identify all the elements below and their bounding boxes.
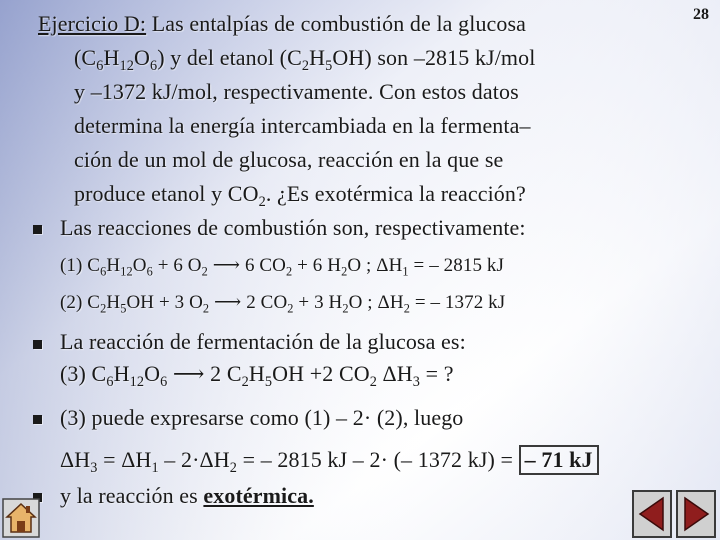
combination-text: (3) puede expresarse como (1) – 2· (2), luego bbox=[60, 405, 464, 430]
home-icon[interactable] bbox=[2, 498, 40, 538]
conclusion: y la reacción es exotérmica. bbox=[60, 483, 314, 508]
exercise-line-4: determina la energía intercambiada en la fermenta– bbox=[74, 113, 531, 138]
exercise-line-5: ción de un mol de glucosa, reacción en la que se bbox=[74, 147, 504, 172]
reaction-3: (3) $C_6H_{12}O_6$ ⟶ 2 $C_2H_5OH +2$ $CO_2$ $\Delta H_3$ = ? bbox=[60, 361, 454, 390]
page-number: 28 bbox=[693, 6, 709, 23]
exothermic-label: exotérmica. bbox=[203, 483, 314, 508]
fermentation-intro: La reacción de fermentación de la glucosa es: bbox=[60, 329, 466, 354]
next-arrow-icon[interactable] bbox=[676, 490, 716, 538]
exercise-label: Ejercicio D: bbox=[38, 11, 147, 36]
combustion-intro: Las reacciones de combustión son, respectivamente: bbox=[60, 215, 526, 240]
exercise-line-6: produce etanol y $CO_2$. ¿Es exotérmica la reacción? bbox=[74, 181, 526, 210]
exercise-line-2: $(C_6H_{12}O_6)$ y del etanol $(C_2H_5OH)$ son –2815 kJ/mol bbox=[74, 45, 536, 74]
reaction-2: (2) $C_2H_5OH + 3$ $O_2$ ⟶ 2 $CO_2 + 3$ $H_2O$ ; $\Delta H_2$ = – 1372 kJ bbox=[60, 292, 506, 316]
reaction-1: (1) $C_6H_{12}O_6 + 6$ $O_2$ ⟶ 6 $CO_2 + 6$ $H_2O$ ; $\Delta H_1$ = – 2815 kJ bbox=[60, 255, 505, 279]
exercise-line-1-text: Las entalpías de combustión de la glucosa bbox=[146, 11, 527, 36]
bullet-2 bbox=[33, 340, 42, 349]
exercise-line-3: y –1372 kJ/mol, respectivamente. Con estos datos bbox=[74, 79, 519, 104]
bullet-1 bbox=[33, 225, 42, 234]
enthalpy-calculation: $\Delta H_3 = \Delta H_1 - 2\cdot\Delta H_2$ = – 2815 kJ – 2· (– 1372 kJ) = – 71 kJ bbox=[60, 445, 599, 475]
previous-arrow-icon[interactable] bbox=[632, 490, 672, 538]
bullet-3 bbox=[33, 415, 42, 424]
result-box: – 71 kJ bbox=[519, 445, 599, 475]
exercise-line-1 bbox=[38, 11, 526, 37]
